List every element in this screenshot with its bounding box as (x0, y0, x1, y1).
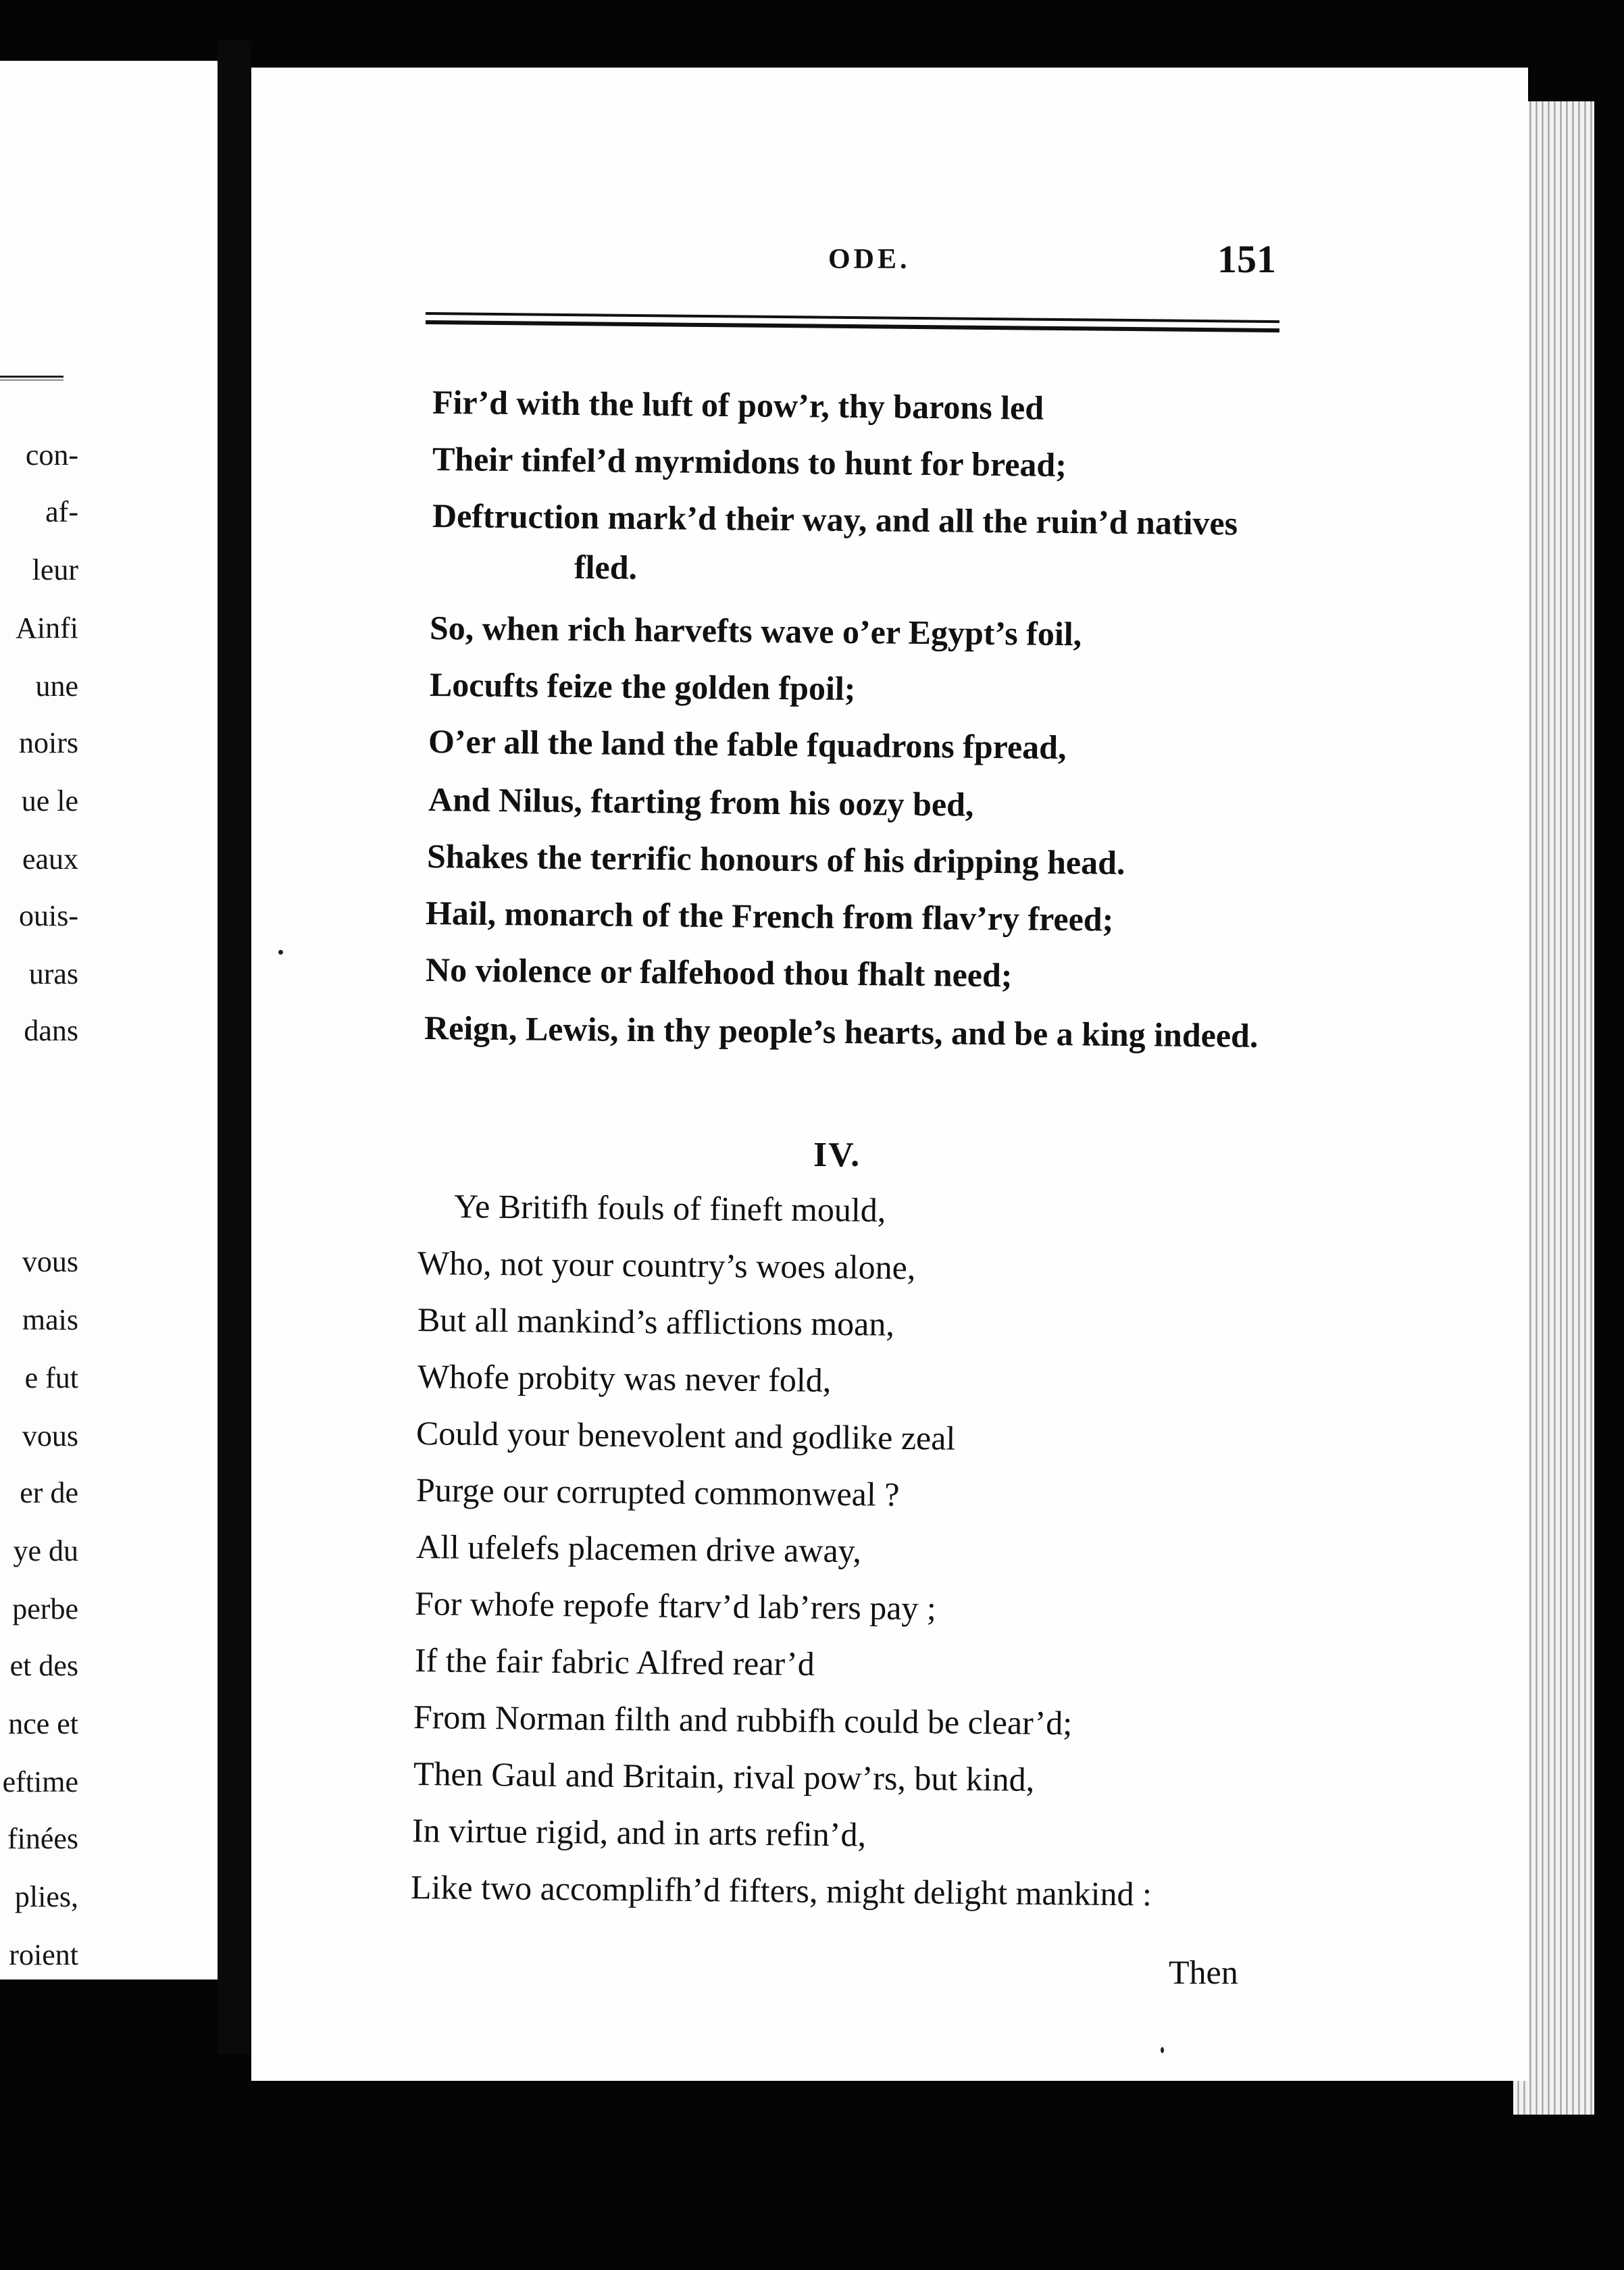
verse-line: And Nilus, ftarting from his oozy bed, (428, 780, 974, 824)
catchword: Then (1169, 1953, 1238, 1991)
left-line-fragment: leur (32, 553, 78, 586)
left-line-fragment: eaux (22, 842, 78, 876)
verse-line: No violence or falfehood thou fhalt need; (425, 951, 1013, 994)
left-line-fragment: finées (7, 1822, 78, 1855)
left-line-fragment: con- (25, 438, 78, 472)
stanza-number: IV. (813, 1136, 861, 1174)
verse-line: From Norman filth and rubbifh could be clear’d; (413, 1698, 1073, 1742)
verse-line: Reign, Lewis, in thy people’s hearts, and be a king indeed. (424, 1009, 1259, 1055)
verse-line: If the fair fabric Alfred rear’d (414, 1641, 815, 1683)
verse-line: But all mankind’s afflictions moan, (417, 1301, 895, 1343)
left-line-fragment: mais (22, 1303, 78, 1336)
verse-line: Hail, monarch of the French from flav’ry freed; (425, 894, 1114, 938)
verse-line: Deftruction mark’d their way, and all the ruin’d natives (432, 497, 1238, 543)
verse-line: So, when rich harvefts wave o’er Egypt’s foil, (429, 609, 1082, 653)
left-page-rule (0, 376, 64, 380)
verse-line: For whofe repofe ftarv’d lab’rers pay ; (414, 1584, 937, 1628)
left-line-fragment: ye du (13, 1534, 78, 1567)
verse-line: Fir’d with the luft of pow’r, thy barons led (432, 383, 1044, 427)
page-right (251, 68, 1528, 2081)
left-line-fragment: perbe (12, 1592, 78, 1625)
verse-line: Shakes the terrific honours of his dripping head. (426, 837, 1125, 882)
left-line-fragment: Ainfi (16, 611, 78, 645)
verse-line: Then Gaul and Britain, rival pow’rs, but kind, (413, 1755, 1035, 1798)
left-line-fragment: uras (28, 957, 78, 990)
left-line-fragment: nce et (8, 1707, 78, 1740)
left-line-fragment: noirs (19, 726, 78, 759)
left-line-fragment: er de (20, 1476, 78, 1509)
left-line-fragment: e fut (24, 1361, 78, 1394)
verse-line: Whofe probity was never fold, (417, 1357, 832, 1399)
book-gutter (218, 41, 251, 2054)
verse-line: Locufts feize the golden fpoil; (429, 665, 856, 708)
running-head: ODE. (828, 244, 911, 275)
verse-line: O’er all the land the fable fquadrons fpread, (428, 722, 1067, 767)
verse-line: Their tinfel’d myrmidons to hunt for bread; (432, 440, 1067, 484)
left-line-fragment: plies, (14, 1880, 78, 1913)
verse-line: Like two accomplifh’d fifters, might delight mankind : (410, 1868, 1152, 1913)
left-line-fragment: vous (22, 1419, 78, 1453)
left-line-fragment: vous (22, 1245, 78, 1278)
left-line-fragment: roient (9, 1938, 78, 1971)
verse-line: Who, not your country’s woes alone, (417, 1244, 916, 1287)
left-line-fragment: une (35, 670, 78, 703)
left-line-fragment: et des (9, 1649, 78, 1682)
verse-line: Could your benevolent and godlike zeal (415, 1414, 956, 1457)
verse-line: fled. (574, 548, 638, 586)
verse-line: All ufelefs placemen drive away, (415, 1528, 862, 1570)
left-line-fragment: af- (45, 495, 78, 528)
left-line-fragment: ouis- (19, 899, 78, 932)
verse-line: Ye Britifh fouls of fineft mould, (453, 1187, 886, 1230)
ink-speck (278, 950, 283, 955)
left-line-fragment: dans (24, 1014, 78, 1047)
left-line-fragment: ue le (21, 784, 78, 817)
header-rule-thick (426, 320, 1279, 332)
verse-line: In virtue rigid, and in arts refin’d, (411, 1811, 867, 1854)
ink-speck (1161, 2047, 1164, 2053)
left-line-fragment: eftime (2, 1765, 78, 1798)
facing-page-left (0, 61, 219, 1979)
verse-line: Purge our corrupted commonweal ? (415, 1471, 900, 1513)
page-number: 151 (1217, 237, 1276, 281)
